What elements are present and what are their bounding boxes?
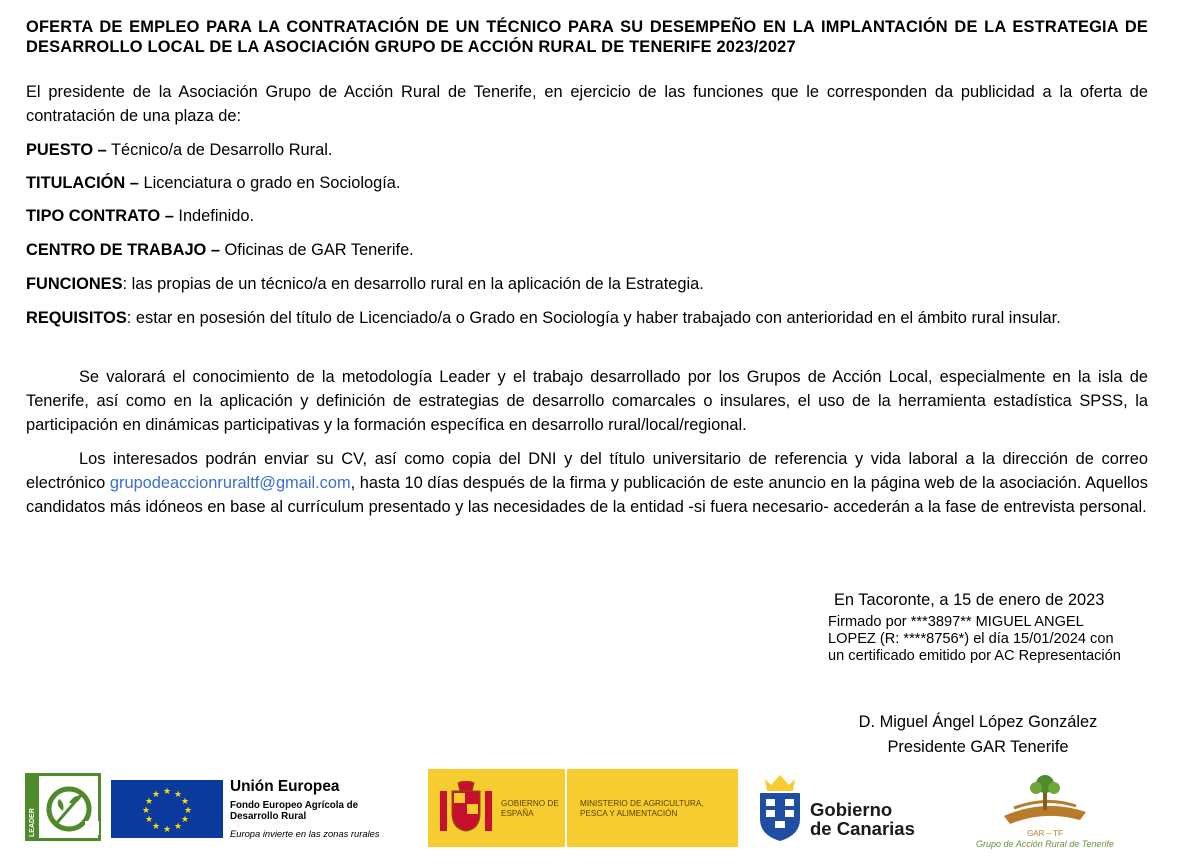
signer-name: D. Miguel Ángel López González — [858, 713, 1098, 731]
document-title: OFERTA DE EMPLEO PARA LA CONTRATACIÓN DE UN TÉCNICO PARA SU DESEMPEÑO EN LA IMPLANTACIÓN DE LA ESTRATEGIA DE DESARROLLO LOCAL DE LA ASOCIACIÓN GRUPO DE ACCIÓN RURAL DE TENERIFE 2023/2027 — [26, 18, 1148, 56]
svg-text:★: ★ — [151, 822, 161, 832]
field-value: Oficinas de GAR Tenerife. — [224, 241, 414, 259]
svg-text:★: ★ — [151, 790, 161, 800]
svg-text:★: ★ — [141, 806, 151, 816]
canarias-line2: de Canarias — [810, 818, 915, 839]
field-label: FUNCIONES — [26, 275, 123, 293]
svg-text:★: ★ — [180, 797, 190, 807]
field-label: TIPO CONTRATO – — [26, 207, 174, 225]
field-requisitos — [26, 306, 1148, 330]
gobierno-canarias-text — [810, 800, 915, 838]
field-label: TITULACIÓN – — [26, 174, 139, 192]
intro-paragraph: El presidente de la Asociación Grupo de Acción Rural de Tenerife, en ejercicio de las funciones que le corresponden da publicidad a la oferta de contratación de una plaza de: — [26, 83, 1148, 125]
field-value: Técnico/a de Desarrollo Rural. — [111, 141, 333, 159]
gobierno-espana-text: GOBIERNO DE ESPAÑA — [501, 799, 559, 818]
spain-coat-of-arms-icon — [438, 781, 494, 837]
field-value: Indefinido. — [178, 207, 255, 225]
valorara-paragraph: Se valorará el conocimiento de la metodología Leader y el trabajo desarrollado por los Grupos de Acción Local, especialmente en la isla de Tenerife, así como en la aplicación y definición de estrategias de desarrollo comarcales o insulares, el uso de la herramienta estadística SPSS, la participación en dinámicas participativas y la formación específica en desarrollo rural/local/regional. — [26, 368, 1148, 434]
interesados-paragraph — [26, 447, 1148, 519]
field-centro-trabajo — [26, 238, 1148, 262]
gar-short-name: GAR – TF — [1027, 829, 1063, 838]
ministerio-text: MINISTERIO DE AGRICULTURA, PESCA Y ALIMENTACIÓN — [580, 799, 704, 818]
canarias-line1: Gobierno — [810, 799, 893, 820]
svg-text:LEADER: LEADER — [29, 808, 36, 837]
interesados-text: Los interesados podrán enviar su CV, así como copia del DNI y del título universitario de referencia y vida laboral a la dirección de correo electrónico — [26, 450, 1148, 492]
svg-text:★: ★ — [144, 815, 154, 825]
field-value: : las propias de un técnico/a en desarrollo rural en la aplicación de la Estrategia. — [122, 275, 704, 293]
svg-text:★: ★ — [180, 815, 190, 825]
field-label: CENTRO DE TRABAJO – — [26, 241, 220, 259]
interesados-text-after: , hasta 10 días después de la firma y publicación de este anuncio en la página web de la asociación. Aquellos candidatos más idóneos en base al currículum presentado y las necesidades de la entidad -si fuera necesario- accederán a la fase de entrevista personal. — [26, 474, 1148, 516]
svg-text:★: ★ — [162, 825, 172, 835]
field-value: : estar en posesión del título de Licenciado/a o Grado en Sociología y haber trabajado con anterioridad en el ámbito rural insular. — [126, 309, 1061, 327]
digital-signature-stamp: Firmado por ***3897** MIGUEL ANGEL LOPEZ (R: ****8756*) el día 15/01/2024 con un certificado emitido por AC Representación — [828, 614, 1121, 664]
svg-text:★: ★ — [173, 822, 183, 832]
svg-text:★: ★ — [144, 797, 154, 807]
field-titulacion — [26, 171, 1148, 195]
logo-divider — [565, 769, 567, 847]
eu-flag — [111, 780, 223, 838]
eu-fund: Fondo Europeo Agrícola de Desarrollo Rural — [230, 800, 359, 822]
field-label: PUESTO – — [26, 141, 107, 159]
svg-text:★: ★ — [162, 787, 172, 797]
svg-text:★: ★ — [173, 790, 183, 800]
gar-full-name: Grupo de Acción Rural de Tenerife — [976, 839, 1114, 849]
canarias-shield-icon — [757, 773, 803, 841]
date-line: En Tacoronte, a 15 de enero de 2023 — [834, 591, 1105, 609]
svg-text:★: ★ — [183, 806, 193, 816]
gar-tf-logo — [1000, 772, 1090, 830]
field-funciones — [26, 272, 1148, 296]
field-puesto — [26, 138, 1148, 162]
leader-logo — [25, 773, 101, 841]
field-tipo-contrato — [26, 204, 1148, 228]
field-label: REQUISITOS — [26, 309, 127, 327]
signer-role: Presidente GAR Tenerife — [887, 738, 1069, 756]
field-value: Licenciatura o grado en Sociología. — [143, 174, 401, 192]
eu-tagline: Europa invierte en las zonas rurales — [230, 828, 380, 839]
eu-title: Unión Europea — [230, 778, 340, 795]
email-link[interactable]: grupodeaccionruraltf@gmail.com — [109, 474, 351, 492]
